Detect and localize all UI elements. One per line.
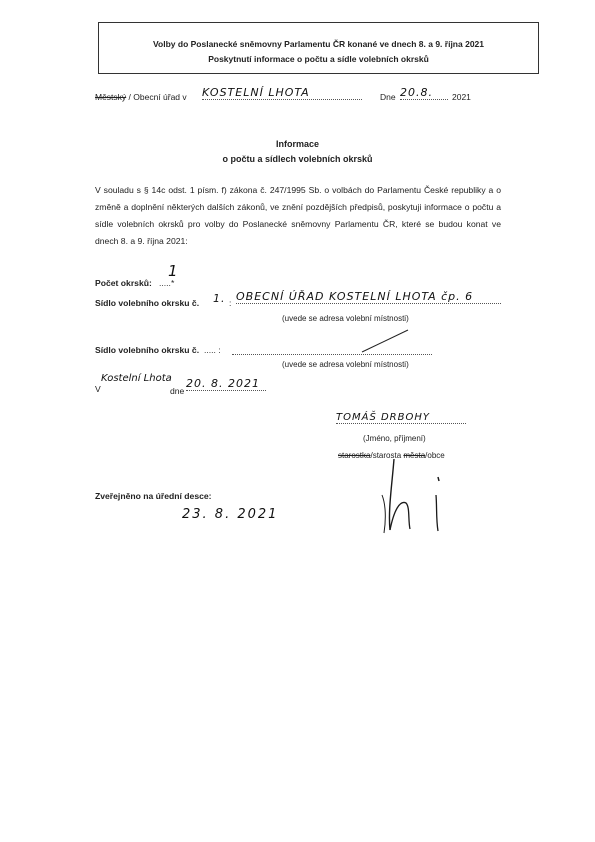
- office-date-label: Dne: [380, 92, 396, 102]
- signatory-name-handwritten: TOMÁŠ DRBOHY: [336, 412, 466, 424]
- office-line: [95, 92, 187, 102]
- district2-note: (uvede se adresa volební místnosti): [282, 360, 409, 369]
- office-label: / Obecní úřad v: [126, 92, 187, 102]
- district1-note: (uvede se adresa volební místnosti): [282, 314, 409, 323]
- document-subtitle: o počtu a sídlech volebních okrsků: [222, 154, 373, 164]
- published-label: Zveřejněno na úřední desce:: [95, 491, 212, 501]
- district2-dots: ..... :: [204, 345, 221, 355]
- count-value-handwritten: 1: [168, 262, 180, 280]
- office-label-struck: Městský: [95, 92, 127, 102]
- count-dots: .....*: [159, 278, 175, 288]
- header-box: [98, 22, 539, 74]
- place-prefix: V: [95, 384, 101, 394]
- district1-number-handwritten: 1.: [213, 292, 226, 305]
- header-subtitle: Poskytnutí informace o počtu a sídle volebních okrsků: [208, 54, 429, 64]
- signature-scribble: [380, 455, 465, 535]
- office-year: 2021: [452, 92, 471, 102]
- role-struck-1: starostka: [338, 451, 371, 460]
- district2-label: Sídlo volebního okrsku č.: [95, 345, 200, 355]
- role-sep-1: /starosta: [370, 451, 404, 460]
- published-date-handwritten: 23. 8. 2021: [182, 507, 279, 522]
- place-date-handwritten: 20. 8. 2021: [186, 377, 266, 391]
- place-handwritten: Kostelní Lhota: [101, 373, 172, 384]
- role-sep-2: /obce: [425, 451, 445, 460]
- district1-address-handwritten: OBECNÍ ÚŘAD KOSTELNÍ LHOTA čp. 6: [236, 290, 501, 304]
- office-date-handwritten: 20.8.: [400, 86, 448, 100]
- role-struck-2: města: [403, 451, 426, 460]
- place-date-label: dne: [170, 386, 185, 396]
- body-paragraph: V souladu s § 14c odst. 1 písm. f) zákona č. 247/1995 Sb. o volbách do Parlamentu České republiky a o změně a doplnění některých dalších zákonů, ve znění pozdějších předpisů, poskytuji informace o počtu a sídle volebních okrsků pro volby do Poslanecké sněmovny Parlamentu ČR, které se budou konat ve dnech 8. a 9. října 2021:: [95, 185, 501, 246]
- document-title: Informace: [275, 139, 319, 149]
- count-label: Počet okrsků:: [95, 278, 152, 288]
- district1-colon: :: [229, 298, 232, 308]
- district1-label: Sídlo volebního okrsku č.: [95, 298, 200, 308]
- signatory-name-note: (Jméno, příjmení): [363, 434, 426, 443]
- office-name-handwritten: KOSTELNÍ LHOTA: [202, 86, 362, 100]
- header-title: Volby do Poslanecké sněmovny Parlamentu ČR konané ve dnech 8. a 9. října 2021: [153, 39, 484, 49]
- district2-strike-mark: [360, 327, 410, 355]
